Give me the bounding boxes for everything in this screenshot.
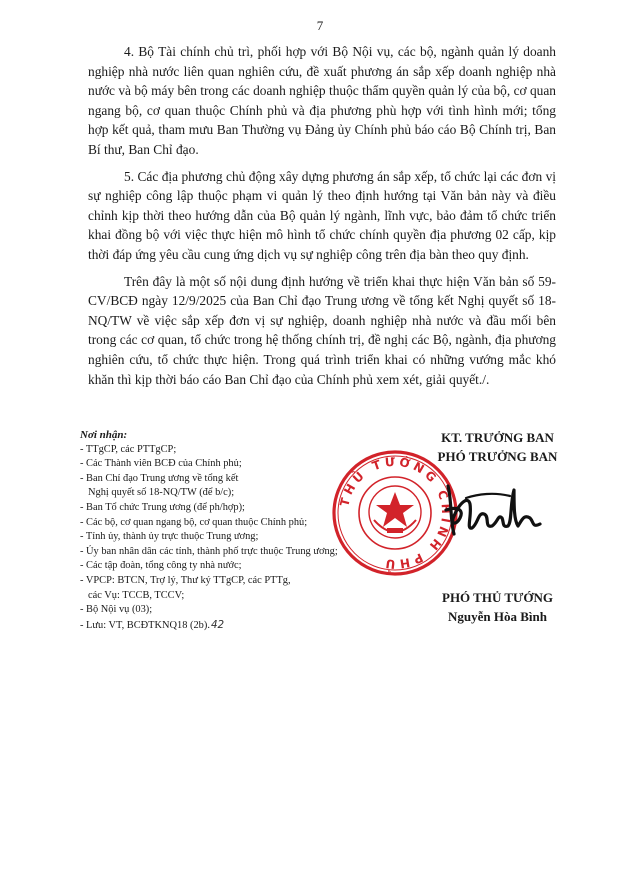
paragraph-5: 5. Các địa phương chủ động xây dựng phương án sắp xếp, tổ chức lại các đơn vị sự nghiệp công lập thuộc phạm vi quản lý theo định hướng tại Văn bản này và điều chỉnh kịp thời theo hướng dẫn của Bộ quản lý ngành, lĩnh vực, bảo đảm tổ chức triển khai đồng bộ với việc thực hiện mô hình tổ chức chính quyền địa phương 02 cấp, kịp thời đáp ứng yêu cầu cung ứng dịch vụ sự nghiệp công trên địa bàn theo quy định.	[88, 168, 556, 262]
recipient-item	[80, 618, 380, 634]
recipient-item: - Các Thành viên BCĐ của Chính phủ;	[80, 458, 242, 470]
paragraph-closing: Trên đây là một số nội dung định hướng về triển khai thực hiện Văn bản số 59-CV/BCĐ ngày 12/9/2025 của Ban Chỉ đạo Trung ương về tổng kết Nghị quyết số 18-NQ/TW về việc sắp xếp đơn vị sự nghiệp, doanh nghiệp nhà nước và đầu mối bên trong các cơ quan, tổ chức trong hệ thống chính trị, đề nghị các Bộ, ngành, địa phương nghiên cứu, tổ chức thực hiện. Trong quá trình triển khai có những vướng mắc khó khăn thì kịp thời báo cáo Ban Chỉ đạo của Chính phủ xem xét, giải quyết./.	[88, 273, 556, 387]
signature-title-line-1: KT. TRƯỞNG BAN	[441, 430, 554, 445]
recipient-item: - Ủy ban nhân dân các tỉnh, thành phố trực thuộc Trung ương;	[80, 545, 338, 557]
recipient-item: - Các tập đoàn, tổng công ty nhà nước;	[80, 560, 242, 572]
seal-text: THỦ TƯỚNG CHÍNH PHỦ	[337, 454, 454, 572]
recipient-item-text: - Lưu: VT, BCĐTKNQ18 (2b).	[80, 619, 210, 631]
recipients-heading: Nơi nhận:	[80, 429, 128, 441]
recipient-item: - Ban Tổ chức Trung ương (để ph/hợp);	[80, 501, 245, 513]
body-text	[88, 42, 556, 396]
handwritten-mark: 42	[210, 618, 225, 631]
recipient-item: - Tỉnh ủy, thành ủy trực thuộc Trung ương;	[80, 531, 259, 543]
paragraph-4: 4. Bộ Tài chính chủ trì, phối hợp với Bộ Nội vụ, các bộ, ngành quản lý doanh nghiệp nhà nước liên quan nghiên cứu, đề xuất phương án sắp xếp doanh nghiệp nhà nước và bộ máy bên trong các doanh nghiệp thuộc thẩm quyền quản lý của bộ, cơ quan ngang bộ, cơ quan thuộc Chính phủ và địa phương phù hợp với tình hình mới; tổng hợp kết quả, tham mưu Ban Thường vụ Đảng ủy Chính phủ báo cáo Bộ Chính trị, Ban Bí thư, Ban Chỉ đạo.	[88, 44, 556, 157]
recipient-item: - TTgCP, các PTTgCP;	[80, 443, 177, 455]
recipient-item: - Ban Chỉ đạo Trung ương về tổng kết	[80, 472, 239, 484]
page-number: 7	[316, 18, 324, 33]
signer-name: Nguyễn Hòa Bình	[448, 609, 547, 624]
recipient-item: - Bộ Nội vụ (03);	[80, 604, 153, 616]
signature-block	[410, 428, 585, 466]
recipient-item: - Các bộ, cơ quan ngang bộ, cơ quan thuộc Chính phủ;	[80, 516, 308, 528]
recipient-item: Nghị quyết số 18-NQ/TW (để b/c);	[88, 487, 235, 499]
handwritten-signature	[438, 476, 550, 544]
signer-position: PHÓ THỦ TƯỚNG	[442, 590, 553, 605]
signer-block	[410, 588, 585, 626]
recipient-item: - VPCP: BTCN, Trợ lý, Thư ký TTgCP, các PTTg,	[80, 574, 291, 586]
signature-title-line-2: PHÓ TRƯỞNG BAN	[437, 449, 558, 464]
recipient-item: các Vụ: TCCB, TCCV;	[88, 589, 185, 601]
